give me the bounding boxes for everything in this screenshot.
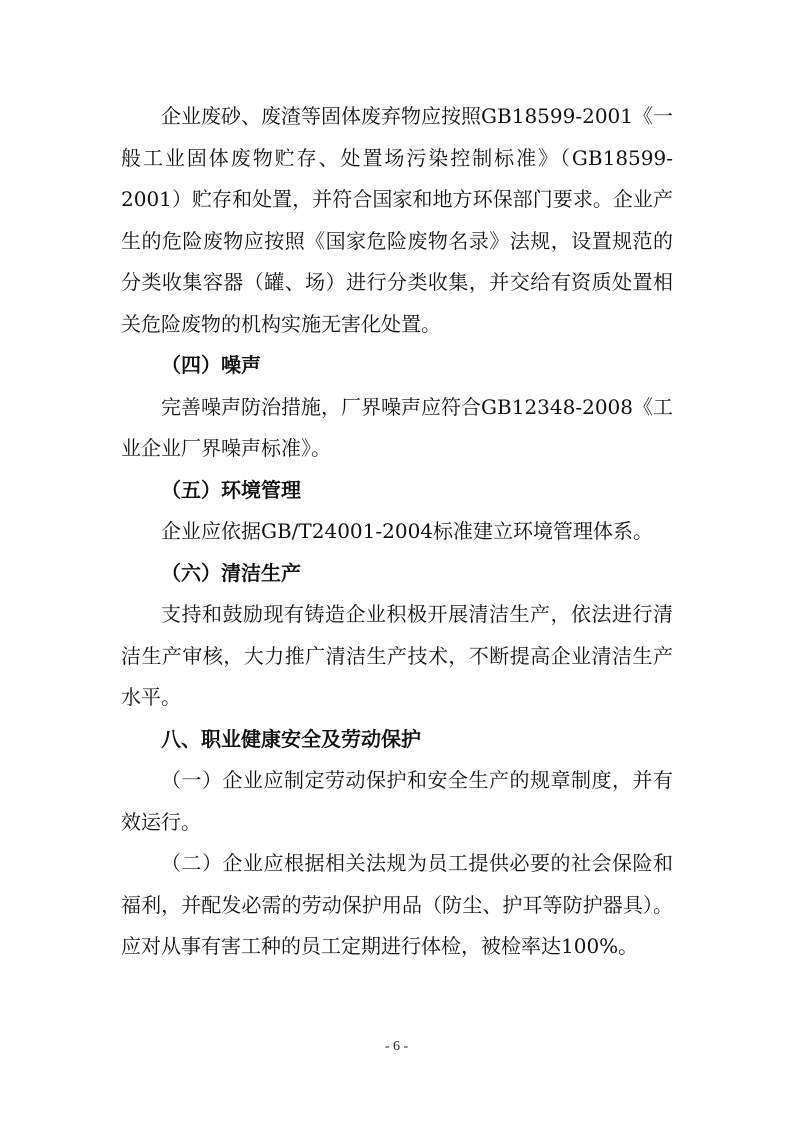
paragraph-solid-waste: 企业废砂、废渣等固体废弃物应按照GB18599-2001《一般工业固体废物贮存、处置场污染控制标准》（GB18599-2001）贮存和处置，并符合国家和地方环保部门要求。企业产生的危险废物应按照《国家危险废物名录》法规，设置规范的分类收集容器（罐、场）进行分类收集，并交给有资质处置相关危险废物的机构实施无害化处置。 bbox=[121, 104, 673, 336]
section-heading-cleaner-production: （六）清洁生产 bbox=[161, 560, 301, 585]
paragraph-noise: 完善噪声防治措施，厂界噪声应符合GB12348-2008《工业企业厂界噪声标准》。 bbox=[121, 394, 673, 460]
document-body bbox=[121, 96, 673, 968]
paragraph-environmental-management: 企业应依据GB/T24001-2004标准建立环境管理体系。 bbox=[161, 519, 654, 543]
paragraph-cleaner-production: 支持和鼓励现有铸造企业积极开展清洁生产，依法进行清洁生产审核，大力推广清洁生产技术，不断提高企业清洁生产水平。 bbox=[121, 602, 673, 709]
chapter-heading-occupational-health: 八、职业健康安全及劳动保护 bbox=[161, 726, 421, 751]
paragraph-labor-protection-rules: （一）企业应制定劳动保护和安全生产的规章制度，并有效运行。 bbox=[121, 768, 673, 834]
page-number: - 6 - bbox=[384, 1039, 409, 1054]
section-heading-noise: （四）噪声 bbox=[161, 353, 261, 377]
paragraph-social-insurance-welfare: （二）企业应根据相关法规为员工提供必要的社会保险和福利，并配发必需的劳动保护用品（防尘、护耳等防护器具）。应对从事有害工种的员工定期进行体检，被检率达100%。 bbox=[121, 851, 673, 958]
section-heading-environmental-management: （五）环境管理 bbox=[161, 477, 301, 502]
